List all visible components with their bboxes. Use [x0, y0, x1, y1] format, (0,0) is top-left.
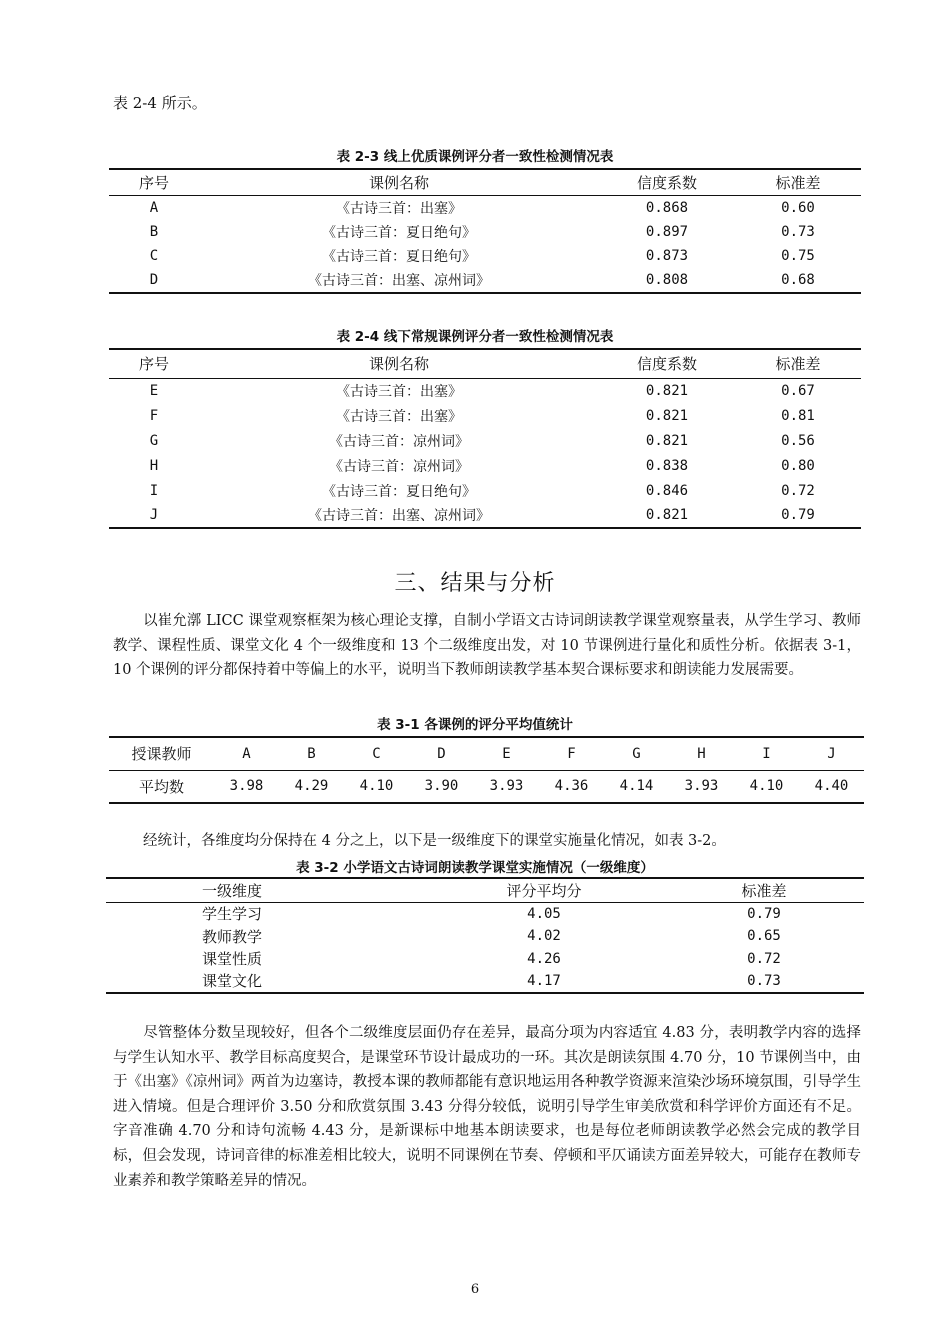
- cell-reliability: 0.897: [645, 223, 689, 240]
- cell-average-score: 4.17: [527, 972, 561, 989]
- cell-reliability: 0.821: [645, 432, 689, 449]
- cell-dimension: 教师教学: [202, 927, 263, 946]
- cell-average: 4.10: [749, 778, 784, 795]
- cell-std-dev: 0.72: [781, 482, 815, 499]
- cell-teacher: B: [307, 745, 316, 762]
- cell-lesson-name: 《古诗三首：夏日绝句》: [322, 249, 476, 266]
- cell-reliability: 0.873: [645, 248, 689, 265]
- table-row: [106, 925, 864, 948]
- cell-teacher: E: [502, 745, 511, 762]
- cell-std-dev: 0.75: [781, 248, 815, 265]
- cell-average: 3.98: [229, 778, 264, 795]
- cell-lesson-name: 《古诗三首：出塞》: [336, 408, 462, 425]
- cell-lesson-name: 《古诗三首：出塞、凉州词》: [308, 508, 490, 524]
- page-number: 6: [470, 1282, 480, 1297]
- header-serial: 序号: [138, 355, 169, 374]
- table-row: [109, 269, 861, 294]
- cell-dimension: 课堂性质: [202, 950, 263, 969]
- cell-average: 4.14: [619, 778, 654, 795]
- cell-dimension: 课堂文化: [202, 972, 263, 991]
- header-lesson-name: 课例名称: [368, 355, 429, 374]
- header-std-dev: 标准差: [775, 355, 821, 374]
- table-row: [109, 220, 861, 245]
- table-row: [106, 947, 864, 970]
- paragraph-3-text: 尽管整体分数呈现较好，但各个二级维度层面仍存在差异，最高分项为内容适宜 4.83 分，表明教学内容的选择与学生认知水平、教学目标高度契合，是课堂环节设计最成功的一环。其次是朗读氛围 4.70 分，10 节课例当中，由于《出塞》《凉州词》两首为边塞诗，教授本课的教师都能有意识地运用各种教学资源来渲染沙场环境氛围，引导学生进入情境。但是合理评价 3.50 分和欣赏氛围 3.43 分得分较低，说明引导学生审美欣赏和科学评价方面还有不足。字音准确 4.70 分和诗句流畅 4.43 分，是新课标中地基本朗读要求，也是每位老师朗读教学必然会完成的教学目标，但会发现，诗词音律的标准差相比较大，说明不同课例在节奏、停顿和平仄诵读方面差异较大，可能存在教师专业素养和教学策略差异的情况。: [113, 1025, 861, 1189]
- cell-reliability: 0.821: [645, 407, 689, 424]
- cell-average-score: 4.26: [527, 950, 561, 967]
- table-row: [109, 195, 861, 220]
- paragraph-3: [113, 1021, 861, 1193]
- table-header-row: [109, 349, 861, 378]
- cell-reliability: 0.838: [645, 457, 689, 474]
- cell-lesson-name: 《古诗三首：夏日绝句》: [322, 224, 476, 241]
- header-average-score: 评分平均分: [506, 881, 582, 900]
- table-2-4-caption: 表 2-4 线下常规课例评分者一致性检测情况表: [336, 329, 614, 345]
- cell-lesson-name: 《古诗三首：凉州词》: [329, 433, 469, 450]
- cell-serial: J: [149, 507, 159, 523]
- cell-serial: D: [149, 272, 159, 289]
- cell-std-dev: 0.81: [781, 407, 815, 424]
- table-3-2: [106, 877, 864, 994]
- cell-reliability: 0.808: [645, 272, 689, 289]
- section-title: 三、结果与分析: [394, 571, 556, 596]
- paragraph-1-text: 以崔允漷 LICC 课堂观察框架为核心理论支撑，自制小学语文古诗词朗读教学课堂观察量表，从学生学习、教师教学、课程性质、课堂文化 4 个一级维度和 13 个二级维度出发，对 10 节课例进行量化和质性分析。依据表 3-1，10 个课例的评分都保持着中等偏上的水平，说明当下教师朗读教学基本契合课标要求和朗读能力发展需要。: [113, 613, 861, 679]
- cell-lesson-name: 《古诗三首：出塞》: [336, 383, 462, 400]
- header-std-dev: 标准差: [741, 881, 787, 900]
- intro-text: 表 2-4 所示。: [113, 94, 207, 112]
- header-reliability: 信度系数: [636, 355, 697, 374]
- cell-serial: C: [149, 248, 159, 265]
- teacher-row: [109, 737, 864, 770]
- cell-serial: I: [149, 482, 159, 499]
- cell-average: 4.29: [294, 778, 329, 795]
- cell-average-score: 4.05: [527, 905, 561, 922]
- table-3-1: [109, 736, 864, 804]
- cell-reliability: 0.868: [645, 199, 689, 216]
- cell-average: 4.10: [359, 778, 394, 795]
- row-label-average: 平均数: [138, 777, 184, 796]
- cell-teacher: H: [697, 745, 706, 762]
- table-header-row: [106, 878, 864, 902]
- table-2-4: [109, 348, 861, 529]
- cell-teacher: A: [242, 745, 251, 762]
- cell-teacher: D: [437, 745, 446, 762]
- cell-average: 4.36: [554, 778, 589, 795]
- cell-reliability: 0.846: [645, 482, 689, 499]
- table-row: [109, 244, 861, 269]
- header-dimension: 一级维度: [202, 881, 263, 900]
- average-row: [109, 770, 864, 803]
- cell-std-dev: 0.65: [747, 928, 781, 945]
- cell-serial: E: [149, 382, 159, 399]
- cell-teacher: G: [632, 745, 641, 762]
- cell-dimension: 学生学习: [202, 905, 263, 924]
- table-3-2-caption: 表 3-2 小学语文古诗词朗读教学课堂实施情况（一级维度）: [296, 860, 654, 876]
- table-row: [109, 378, 861, 403]
- paragraph-2-text: 经统计，各维度均分保持在 4 分之上，以下是一级维度下的课堂实施量化情况，如表 3-2。: [143, 833, 726, 849]
- cell-std-dev: 0.73: [747, 972, 781, 989]
- cell-std-dev: 0.68: [781, 272, 815, 289]
- cell-std-dev: 0.79: [781, 507, 815, 523]
- table-2-3: [109, 168, 861, 294]
- cell-lesson-name: 《古诗三首：凉州词》: [329, 458, 469, 475]
- header-std-dev: 标准差: [775, 173, 821, 192]
- paragraph-2: [113, 829, 861, 854]
- header-reliability: 信度系数: [636, 173, 697, 192]
- table-row: [106, 970, 864, 993]
- cell-average: 4.40: [814, 778, 849, 795]
- cell-teacher: I: [762, 745, 771, 762]
- table-header-row: [109, 169, 861, 195]
- cell-reliability: 0.821: [645, 507, 689, 523]
- cell-std-dev: 0.73: [781, 223, 815, 240]
- cell-std-dev: 0.80: [781, 457, 815, 474]
- cell-lesson-name: 《古诗三首：出塞》: [336, 200, 462, 217]
- cell-average: 3.93: [489, 778, 524, 795]
- cell-serial: B: [149, 223, 159, 240]
- cell-lesson-name: 《古诗三首：出塞、凉州词》: [308, 273, 490, 290]
- cell-average: 3.93: [684, 778, 719, 795]
- table-row: [106, 902, 864, 925]
- cell-std-dev: 0.72: [747, 950, 781, 967]
- cell-teacher: C: [372, 745, 381, 762]
- cell-reliability: 0.821: [645, 382, 689, 399]
- table-3-1-caption: 表 3-1 各课例的评分平均值统计: [377, 717, 573, 733]
- table-row: [109, 478, 861, 503]
- header-serial: 序号: [138, 173, 169, 192]
- row-label-teacher: 授课教师: [131, 745, 192, 764]
- cell-serial: G: [149, 432, 159, 449]
- cell-teacher: J: [827, 745, 836, 762]
- table-row: [109, 503, 861, 528]
- table-row: [109, 428, 861, 453]
- cell-serial: F: [149, 407, 159, 424]
- cell-lesson-name: 《古诗三首：夏日绝句》: [322, 483, 476, 500]
- cell-average-score: 4.02: [527, 928, 561, 945]
- cell-teacher: F: [567, 745, 576, 762]
- cell-serial: A: [149, 199, 159, 216]
- header-lesson-name: 课例名称: [368, 173, 429, 192]
- table-row: [109, 403, 861, 428]
- cell-std-dev: 0.67: [781, 382, 815, 399]
- paragraph-1: [113, 609, 861, 683]
- cell-average: 3.90: [424, 778, 459, 795]
- table-row: [109, 453, 861, 478]
- cell-std-dev: 0.56: [781, 432, 815, 449]
- cell-serial: H: [149, 457, 159, 474]
- table-2-3-caption: 表 2-3 线上优质课例评分者一致性检测情况表: [336, 149, 614, 165]
- cell-std-dev: 0.79: [747, 905, 781, 922]
- cell-std-dev: 0.60: [781, 199, 815, 216]
